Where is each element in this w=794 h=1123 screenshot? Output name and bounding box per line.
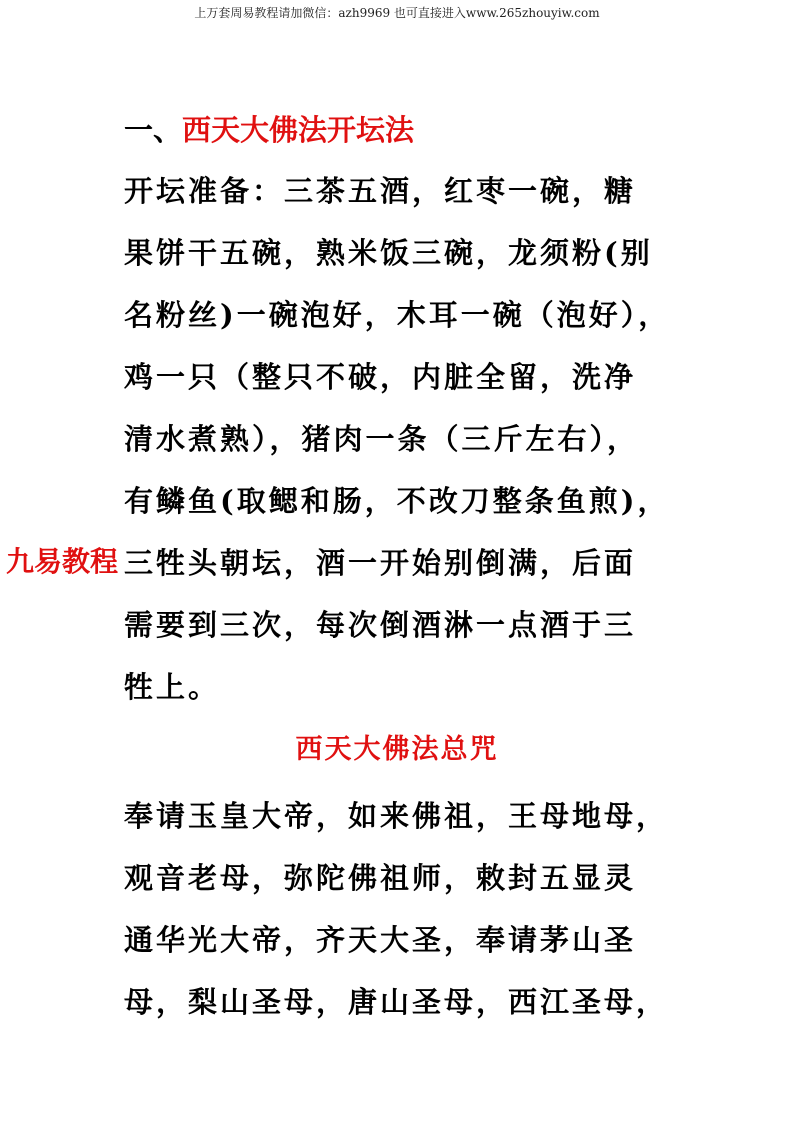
- incantation-paragraph: [124, 785, 684, 1033]
- text-line: 需要到三次，每次倒酒淋一点酒于三: [124, 608, 637, 642]
- text-line: 有鳞鱼(取鳃和肠，不改刀整条鱼煎)，: [124, 484, 670, 518]
- text-line: 开坛准备：三茶五酒，红枣一碗，糖: [124, 174, 637, 208]
- subheading: 西天大佛法总咒: [295, 734, 499, 765]
- header-note: 上万套周易教程请加微信：azh9969 也可直接进入www.265zhouyiw.com: [194, 6, 600, 20]
- preparation-paragraph: [124, 160, 684, 718]
- section-number: 一、: [124, 113, 183, 147]
- text-line: 母，梨山圣母，唐山圣母，西江圣母，: [124, 985, 669, 1019]
- text-line: 三牲头朝坛，酒一开始别倒满，后面: [124, 546, 637, 580]
- section-heading: [124, 110, 414, 150]
- text-line: 奉请玉皇大帝，如来佛祖，王母地母，: [124, 799, 669, 833]
- text-line: 牲上。: [124, 670, 221, 704]
- text-line: 观音老母，弥陀佛祖师，敕封五显灵: [124, 861, 637, 895]
- text-line: 通华光大帝，齐天大圣，奉请茅山圣: [124, 923, 637, 957]
- text-line: 名粉丝)一碗泡好，木耳一碗（泡好），: [124, 298, 671, 332]
- watermark-logo: 九易教程: [6, 545, 119, 578]
- text-line: 果饼干五碗，熟米饭三碗，龙须粉(别: [124, 236, 653, 270]
- text-line: 清水煮熟），猪肉一条（三斤左右），: [124, 422, 640, 456]
- section-title: 西天大佛法开坛法: [182, 113, 415, 147]
- text-line: 鸡一只（整只不破，内脏全留，洗净: [124, 360, 637, 394]
